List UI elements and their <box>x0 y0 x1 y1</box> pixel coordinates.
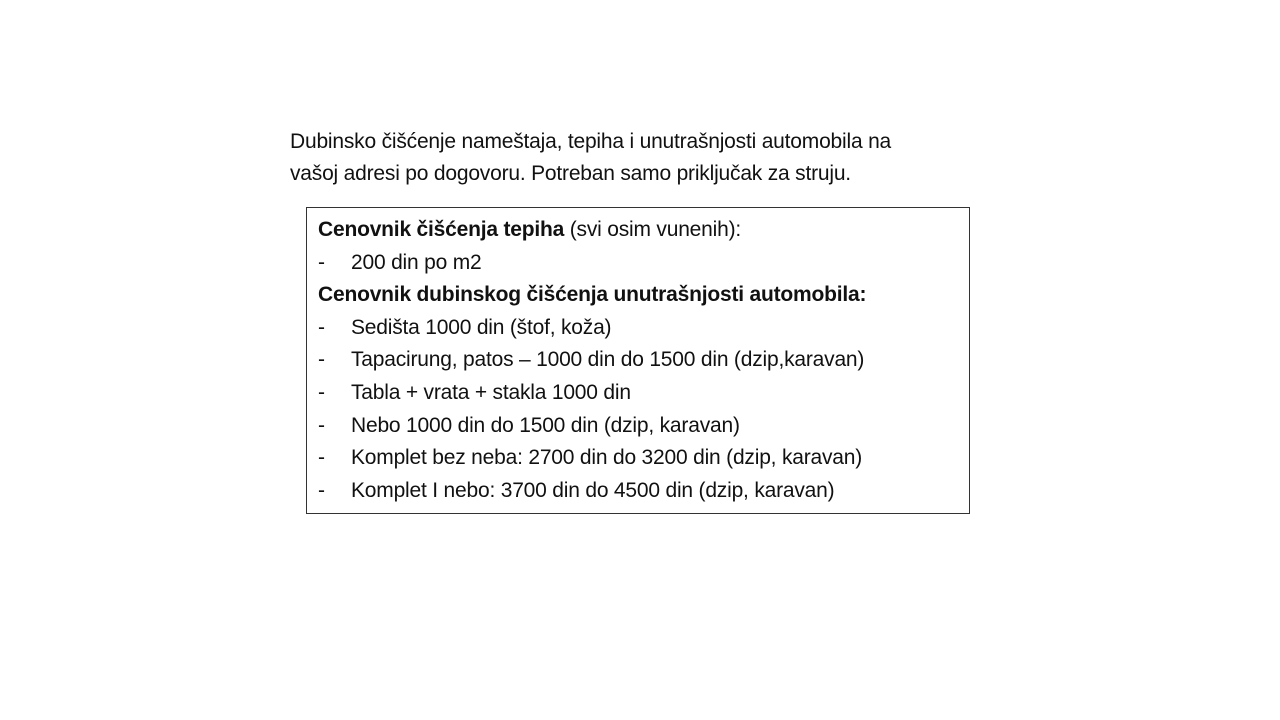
bullet-dash: - <box>318 250 325 274</box>
list-item <box>318 475 969 508</box>
carpet-heading-note: (svi osim vunenih): <box>564 218 742 241</box>
list-item <box>318 312 969 345</box>
bullet-dash: - <box>318 413 325 437</box>
list-item <box>318 247 969 280</box>
list-item <box>318 344 969 377</box>
bullet-dash: - <box>318 478 325 502</box>
list-item <box>318 377 969 410</box>
bullet-dash: - <box>318 348 325 372</box>
car-price-item: Tapacirung, patos – 1000 din do 1500 din (dzip,karavan) <box>351 348 865 372</box>
car-price-heading: Cenovnik dubinskog čišćenja unutrašnjosti automobila: <box>318 283 867 307</box>
carpet-price-item: 200 din po m2 <box>351 250 482 274</box>
bullet-dash: - <box>318 446 325 470</box>
intro-line-1: Dubinsko čišćenje nameštaja, tepiha i unutrašnjosti automobila na <box>290 130 892 153</box>
intro-line-2: vašoj adresi po dogovoru. Potreban samo priključak za struju. <box>290 162 851 185</box>
carpet-heading-bold: Cenovnik čišćenja tepiha <box>318 218 565 241</box>
car-price-item: Komplet bez neba: 2700 din do 3200 din (dzip, karavan) <box>351 446 863 470</box>
car-price-item: Tabla + vrata + stakla 1000 din <box>351 380 631 404</box>
car-price-item: Komplet I nebo: 3700 din do 4500 din (dzip, karavan) <box>351 478 835 502</box>
list-item <box>318 442 969 475</box>
price-list-box <box>306 207 970 514</box>
intro-text <box>290 126 1010 190</box>
bullet-dash: - <box>318 315 325 339</box>
car-price-item: Sedišta 1000 din (štof, koža) <box>351 315 612 339</box>
list-item <box>318 410 969 443</box>
car-price-item: Nebo 1000 din do 1500 din (dzip, karavan) <box>351 413 740 437</box>
bullet-dash: - <box>318 380 325 404</box>
carpet-price-heading <box>318 214 969 247</box>
